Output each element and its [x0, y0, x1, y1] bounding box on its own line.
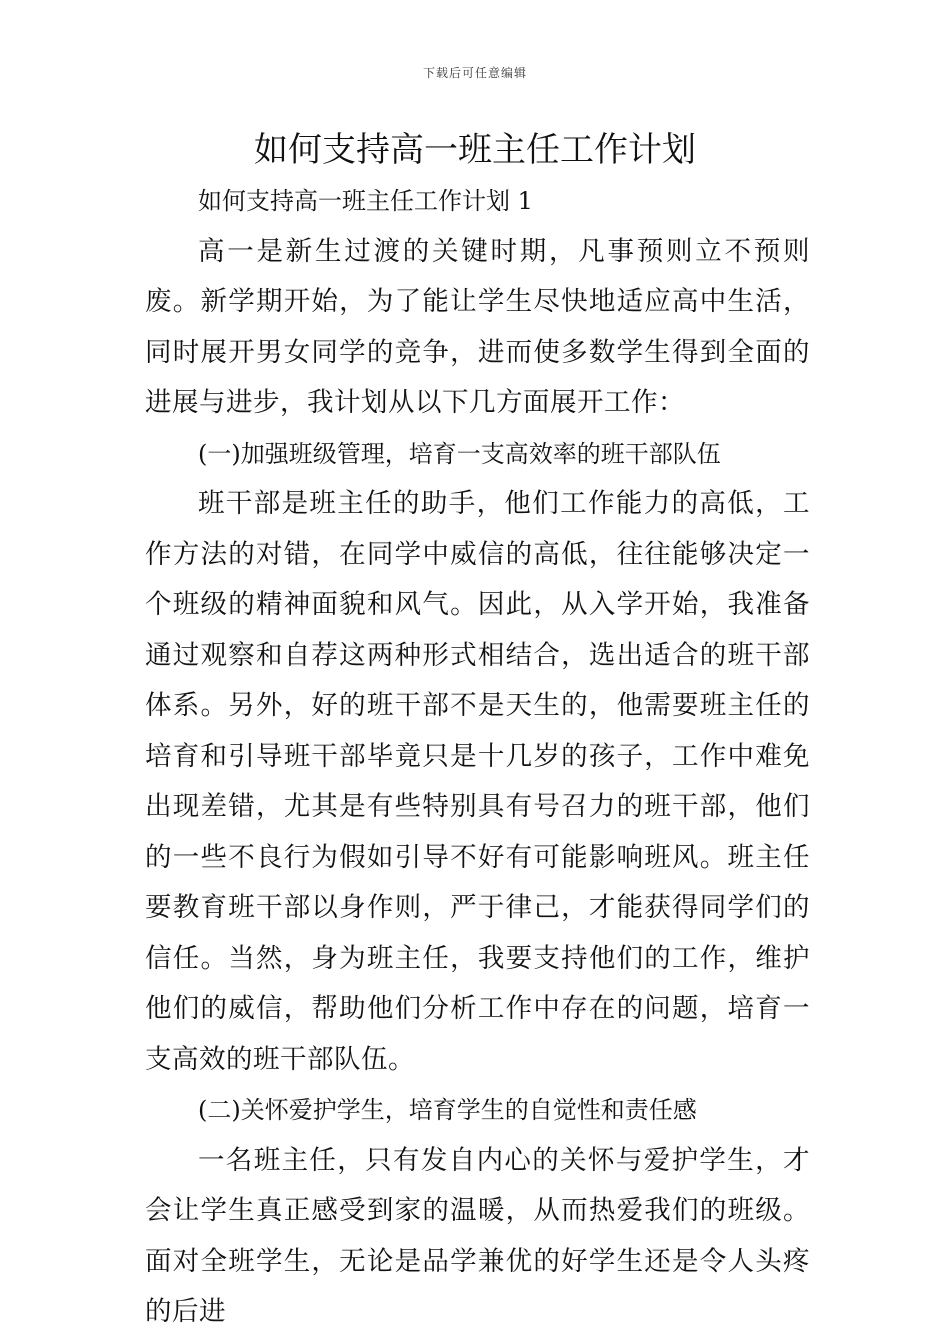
paragraph: 高一是新生过渡的关键时期，凡事预则立不预则废。新学期开始，为了能让学生尽快地适应高中生活，同时展开男女同学的竞争，进而使多数学生得到全面的进展与进步，我计划从以下几方面展开工作：: [145, 235, 810, 418]
subsection-heading: (一)加强班级管理，培育一支高效率的班干部队伍: [198, 439, 721, 468]
section-heading: 如何支持高一班主任工作计划 1: [198, 187, 533, 215]
subsection-heading: (二)关怀爱护学生，培育学生的自觉性和责任感: [198, 1096, 697, 1124]
paragraph: 一名班主任，只有发自内心的关怀与爱护学生，才会让学生真正感受到家的温暖，从而热爱我们的班级。面对全班学生，无论是品学兼优的好学生还是令人头疼的后进: [145, 1144, 810, 1327]
paragraph: 班干部是班主任的助手，他们工作能力的高低，工作方法的对错，在同学中威信的高低，往往能够决定一个班级的精神面貌和风气。因此，从入学开始，我准备通过观察和自荐这两种形式相结合，选出适合的班干部体系。另外，好的班干部不是天生的，他需要班主任的培育和引导班干部毕竟只是十几岁的孩子，工作中难免出现差错，尤其是有些特别具有号召力的班干部，他们的一些不良行为假如引导不好有可能影响班风。班主任要教育班干部以身作则，严于律己，才能获得同学们的信任。当然，身为班主任，我要支持他们的工作，维护他们的威信，帮助他们分析工作中存在的问题，培育一支高效的班干部队伍。: [145, 488, 810, 1075]
document-body: [145, 176, 810, 1338]
page-title: 如何支持高一班主任工作计划: [254, 130, 696, 170]
header-note: 下载后可任意编辑: [422, 66, 527, 80]
